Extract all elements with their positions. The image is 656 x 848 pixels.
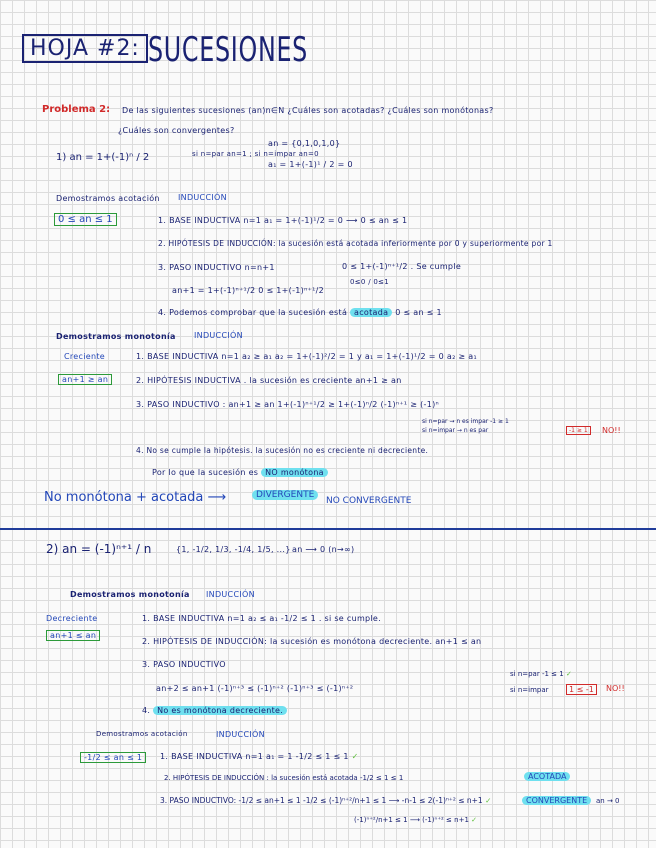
p2-m2: 2. HIPÓTESIS DE INDUCCIÓN: la sucesión es monótona decreciente. an+1 ≤ an xyxy=(142,637,482,646)
p1-acot-box: 0 ≤ an ≤ 1 xyxy=(54,213,117,226)
p1-acot-3c: an+1 = 1+(-1)ⁿ⁺¹/2 0 ≤ 1+(-1)ⁿ⁺¹/2 xyxy=(172,286,325,295)
p1-acot-1: 1. BASE INDUCTIVA n=1 a₁ = 1+(-1)¹/2 = 0 ⟶ 0 ≤ an ≤ 1 xyxy=(158,216,408,225)
p1-mono-4: 4. No se cumple la hipótesis. la sucesión no es creciente ni decreciente. xyxy=(136,446,429,455)
p2-a1-text: 1. BASE INDUCTIVA n=1 a₁ = 1 -1/2 ≤ 1 ≤ 1 xyxy=(160,752,349,761)
p2-a1 xyxy=(160,752,359,761)
p1-acot-head: Demostramos acotación xyxy=(56,194,160,203)
p1-mono-box: an+1 ≥ an xyxy=(58,374,112,385)
p1-item: 1) an = 1+(-1)ⁿ / 2 xyxy=(56,152,150,163)
p2-acot-ind: INDUCCIÓN xyxy=(216,730,265,739)
p2-acot-box: -1/2 ≤ an ≤ 1 xyxy=(80,752,146,763)
p2-set: {1, -1/2, 1/3, -1/4, 1/5, ...} xyxy=(176,545,291,554)
p2-m3d: si n=impar xyxy=(510,686,549,694)
section-divider xyxy=(0,528,656,530)
p2-m4 xyxy=(142,706,287,715)
p1-mono-2: 2. HIPÓTESIS INDUCTIVA . la sucesión es creciente an+1 ≥ an xyxy=(136,376,402,385)
p1-set: an = {0,1,0,1,0} xyxy=(268,139,341,148)
p1-acot-4-text: 4. Podemos comprobar que la sucesión está xyxy=(158,308,348,317)
p1-mono-5-highlight: NO monótona xyxy=(261,468,328,477)
p1-mono-3: 3. PASO INDUCTIVO : an+1 ≥ an 1+(-1)ⁿ⁺¹/2 ≥ 1+(-1)ⁿ/2 (-1)ⁿ⁺¹ ≥ (-1)ⁿ xyxy=(136,400,440,409)
p1-acot-3d: 0≤0 / 0≤1 xyxy=(350,278,390,286)
p2-m4-num: 4. xyxy=(142,706,151,715)
p1-acot-2: 2. HIPÓTESIS DE INDUCCIÓN: la sucesión está acotada inferiormente por 0 y superiormente por 1 xyxy=(158,239,553,248)
p2-m4-highlight: No es monótona decreciente. xyxy=(153,706,287,715)
p2-a3b-text: (-1)ⁿ⁺²/n+1 ≤ 1 ⟶ (-1)ⁿ⁺² ≤ n+1 xyxy=(354,816,469,824)
p1-mono-1: 1. BASE INDUCTIVA n=1 a₂ ≥ a₁ a₂ = 1+(-1)²/2 = 1 y a₁ = 1+(-1)¹/2 = 0 a₂ ≥ a₁ xyxy=(136,352,477,361)
p2-m3-no: NO!! xyxy=(606,684,625,693)
p2-a3-limit: an → 0 xyxy=(596,797,620,805)
p1-cases: si n=par an=1 ; si n=impar an=0 xyxy=(192,150,319,158)
p1-mono-3b: si n=par → n es impar -1 ≥ 1 xyxy=(422,418,509,425)
p1-mono-ind: INDUCCIÓN xyxy=(194,331,243,340)
p2-item: 2) an = (-1)ⁿ⁺¹ / n xyxy=(46,542,152,556)
p2-a3-highlight: CONVERGENTE xyxy=(522,796,591,805)
p2-m3: 3. PASO INDUCTIVO xyxy=(142,660,226,669)
p1-conclusion: No monótona + acotada ⟶ xyxy=(44,490,227,505)
p1-acot-3b: 0 ≤ 1+(-1)ⁿ⁺¹/2 . Se cumple xyxy=(342,262,462,271)
p1-mono-3c: si n=impar → n es par xyxy=(422,427,489,434)
p2-mono-head: Demostramos monotonía xyxy=(70,590,190,599)
p1-acot-4-highlight: acotada xyxy=(350,308,392,317)
p2-mono-ind: INDUCCIÓN xyxy=(206,590,255,599)
p1-divergente: DIVERGENTE xyxy=(252,490,318,500)
problem-label: Problema 2: xyxy=(42,104,111,115)
p1-mono-3-box: -1 ≥ 1 xyxy=(566,426,591,435)
p2-a3-text: 3. PASO INDUCTIVO: -1/2 ≤ an+1 ≤ 1 -1/2 ≤ (-1)ⁿ⁺²/n+1 ≤ 1 ⟶ -n-1 ≤ 2(-1)ⁿ⁺² ≤ n+1 xyxy=(160,796,483,805)
p2-decreciente: Decreciente xyxy=(46,614,98,623)
p2-limit: an ⟶ 0 (n→∞) xyxy=(292,545,355,554)
p2-a3 xyxy=(160,796,491,805)
p2-m3b: an+2 ≤ an+1 (-1)ⁿ⁺³ ≤ (-1)ⁿ⁺² (-1)ⁿ⁺³ ≤ (-1)ⁿ⁺² xyxy=(156,684,354,693)
p2-a3b xyxy=(354,816,477,824)
problem-question: De las siguientes sucesiones (an)n∈N ¿Cuáles son acotadas? ¿Cuáles son monótonas? xyxy=(122,106,494,115)
p2-m3c xyxy=(510,670,572,678)
check-icon: ✓ xyxy=(565,670,572,678)
p1-acot-4 xyxy=(158,308,442,317)
p1-mono-head: Demostramos monotonía xyxy=(56,332,176,341)
check-icon: ✓ xyxy=(471,816,478,824)
title-box: HOJA #2: xyxy=(22,34,148,63)
p2-m3c-text: si n=par -1 ≤ 1 xyxy=(510,670,564,678)
p1-no-convergente: NO CONVERGENTE xyxy=(326,496,412,506)
p1-acot-ind: INDUCCIÓN xyxy=(178,193,227,202)
p1-acot-4-end: 0 ≤ an ≤ 1 xyxy=(395,308,442,317)
p1-creciente: Creciente xyxy=(64,352,105,361)
check-icon: ✓ xyxy=(485,796,492,805)
p2-a2: 2. HIPÓTESIS DE INDUCCIÓN : la sucesión está acotada -1/2 ≤ 1 ≤ 1 xyxy=(164,774,404,782)
p2-m3-box: 1 ≤ -1 xyxy=(566,684,597,695)
p1-mono-no: NO!! xyxy=(602,426,621,435)
p2-a2-highlight: ACOTADA xyxy=(524,772,570,781)
page-title: SUCESIONES xyxy=(148,30,308,70)
p1-mono-5-text: Por lo que la sucesión es xyxy=(152,468,259,477)
problem-question-2: ¿Cuáles son convergentes? xyxy=(118,126,235,135)
p2-mono-box: an+1 ≤ an xyxy=(46,630,100,641)
p2-acot-head: Demostramos acotación xyxy=(96,730,188,738)
p1-acot-3: 3. PASO INDUCTIVO n=n+1 xyxy=(158,263,275,272)
p2-m1: 1. BASE INDUCTIVA n=1 a₂ ≤ a₁ -1/2 ≤ 1 . si se cumple. xyxy=(142,614,382,623)
p1-a1: a₁ = 1+(-1)¹ / 2 = 0 xyxy=(268,160,353,169)
p1-mono-5 xyxy=(152,468,328,477)
check-icon: ✓ xyxy=(351,752,359,761)
